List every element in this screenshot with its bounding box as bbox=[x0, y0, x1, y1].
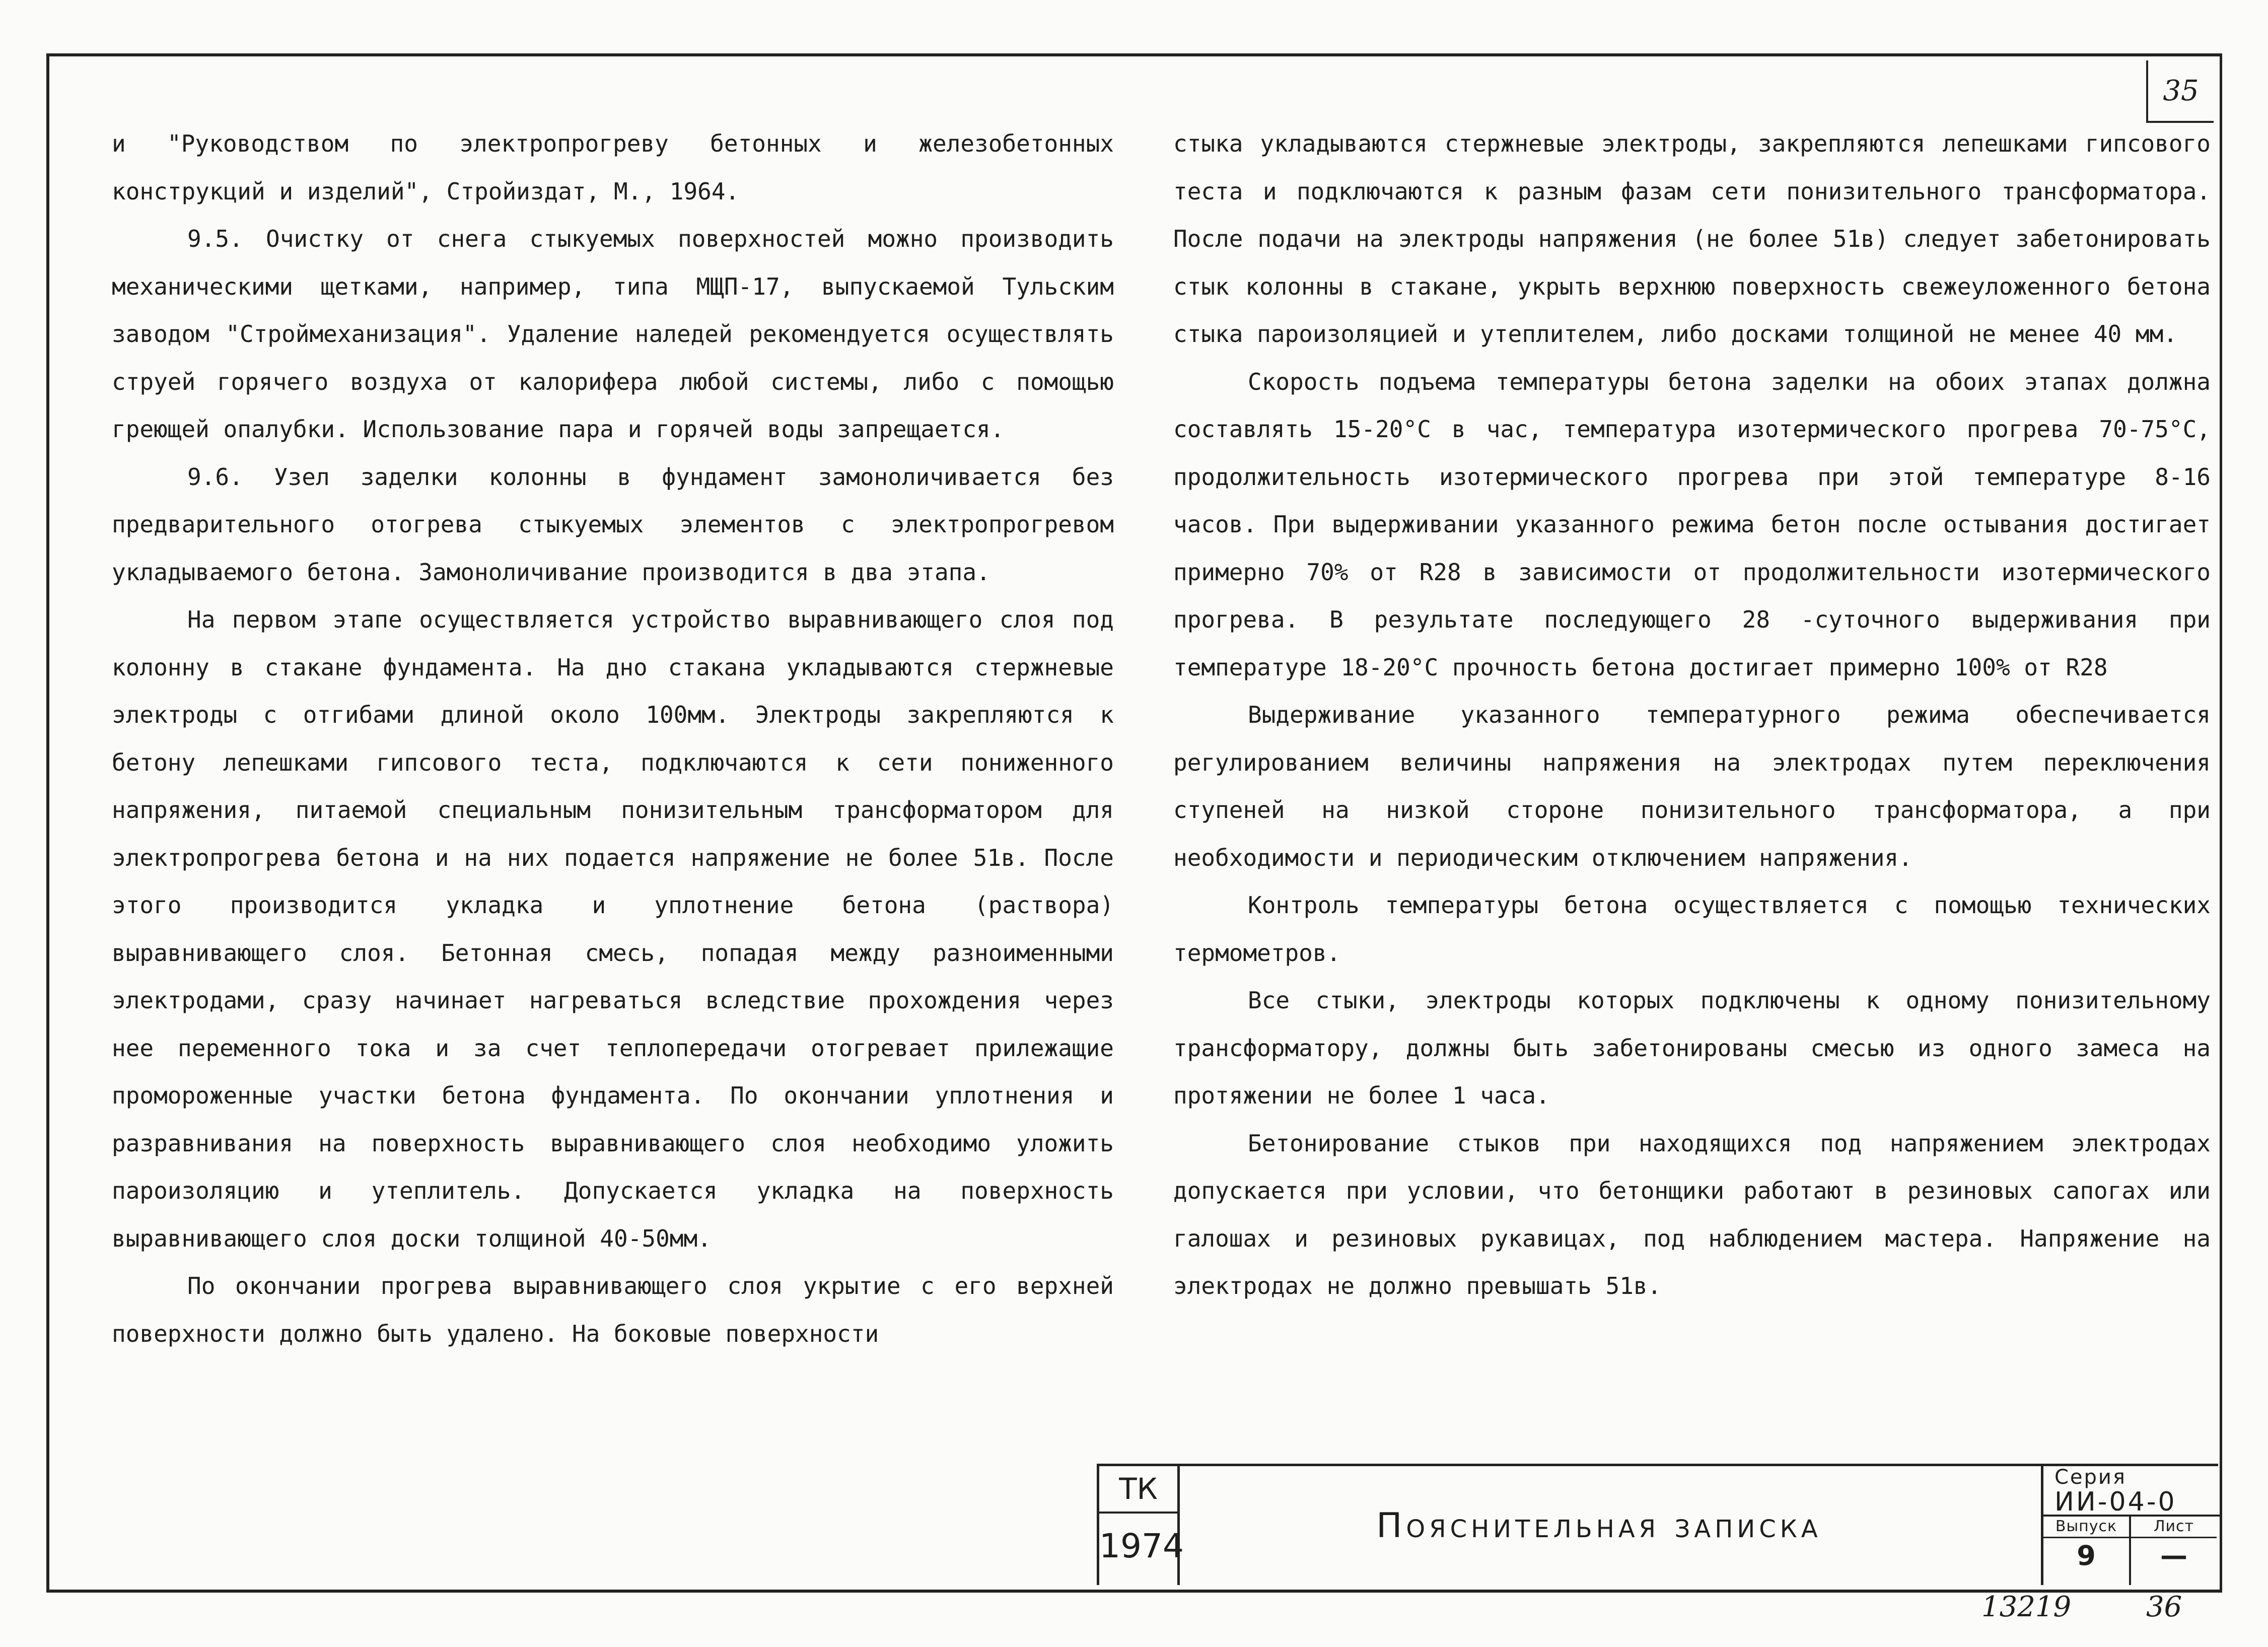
paragraph-safety: Бетонирование стыков при находящихся под напряжением электродах допускается при условии, что бетонщики работают в резиновых сапогах или галошах и резиновых рукавицах, под наблюдением мастера. Напряжение на электродах не должно превышать 51в. bbox=[1173, 1129, 2211, 1299]
paragraph-left-1: и "Руководством по электропрогреву бетонных и железобетонных конструкций и изделий", Стройиздат, М., 1964. bbox=[112, 130, 1114, 205]
document-title: Пояснительная записка bbox=[1376, 1505, 1822, 1546]
left-column bbox=[112, 120, 1114, 1357]
paragraph-thermometers: Контроль температуры бетона осуществляется с помощью технических термометров. bbox=[1173, 891, 2211, 967]
series-value: ИИ-04-0 bbox=[2054, 1487, 2177, 1517]
series-label: Серия bbox=[2054, 1466, 2127, 1489]
paragraph-9-5: 9.5. Очистку от снега стыкуемых поверхностей можно производить механическими щетками, например, типа МЩП-17, выпускаемой Тульским заводом "Строймеханизация". Удаление наледей рекомендуется осуществлять струей горячего воздуха от калорифера любой системы, либо с помощью греющей опалубки. Использование пара и горячей воды запрещается. bbox=[112, 225, 1114, 443]
paragraph-after-heating: По окончании прогрева выравнивающего слоя укрытие с его верхней поверхности должно быть удалено. На боковые поверхности bbox=[112, 1272, 1114, 1347]
archive-stamp-number: 13219 bbox=[1981, 1591, 2072, 1623]
issue-cell bbox=[2043, 1517, 2131, 1585]
paragraph-right-1: стыка укладываются стержневые электроды, закрепляются лепешками гипсового теста и подключаются к разным фазам сети понизительного трансформатора. После подачи на электроды напряжения (не более 51в) следует забетонировать стык колонны в стакане, укрыть верхнюю поверхность свежеуложенного бетона стыка пароизоляцией и утеплителем, либо досками толщиной не менее 40 мм. bbox=[1173, 130, 2211, 348]
issue-value: 9 bbox=[2077, 1540, 2096, 1571]
archive-sheet-number: 36 bbox=[2146, 1591, 2182, 1623]
series-block bbox=[2041, 1466, 2221, 1585]
paragraph-temperature-rate: Скорость подъема температуры бетона заделки на обоих этапах должна составлять 15-20°С в час, температура изотермического прогрева 70-75°С, продолжительность изотермического прогрева при этой температуре 8-16 часов. При выдерживании указанного режима бетон после остывания достигает примерно 70% от R28 в зависимости от продолжительности изотермического прогрева. В результате последующего 28 -суточного выдерживания при температуре 18-20°С прочность бетона достигает примерно 100% от R28 bbox=[1173, 368, 2211, 681]
tk-code: ТК bbox=[1099, 1466, 1177, 1514]
sheet-value: — bbox=[2160, 1540, 2187, 1571]
sheet-label: Лист bbox=[2131, 1517, 2217, 1538]
issue-label: Выпуск bbox=[2043, 1517, 2129, 1538]
paragraph-first-stage: На первом этапе осуществляется устройство выравнивающего слоя под колонну в стакане фундамента. На дно стакана укладываются стержневые электроды с отгибами длиной около 100мм. Электроды закрепляются к бетону лепешками гипсового теста, подключаются к сети пониженного напряжения, питаемой специальным понизительным трансформатором для электропрогрева бетона и на них подается напряжение не более 51в. После этого производится укладка и уплотнение бетона (раствора) выравнивающего слоя. Бетонная смесь, попадая между разноименными электродами, сразу начинает нагреваться вследствие прохождения через нее переменного тока и за счет теплопередачи отогревает прилежащие промороженные участки бетона фундамента. По окончании уплотнения и разравнивания на поверхность выравнивающего слоя необходимо уложить пароизоляцию и утеплитель. Допускается укладка на поверхность выравнивающего слоя доски толщиной 40-50мм. bbox=[112, 606, 1114, 1252]
series-cell bbox=[2043, 1466, 2221, 1517]
paragraph-joints-batch: Все стыки, электроды которых подключены к одному понизительному трансформатору, должны быть забетонированы смесью из одного замеса на протяжении не более 1 часа. bbox=[1173, 987, 2211, 1109]
tk-year: 1974 bbox=[1099, 1527, 1184, 1565]
sheet-cell bbox=[2131, 1517, 2217, 1585]
right-column bbox=[1173, 120, 2211, 1310]
page-number: 35 bbox=[2146, 60, 2214, 123]
title-block bbox=[1097, 1464, 2218, 1585]
paragraph-9-6: 9.6. Узел заделки колонны в фундамент замоноличивается без предварительного отогрева стыкуемых элементов с электропрогревом укладываемого бетона. Замоноличивание производится в два этапа. bbox=[112, 463, 1114, 586]
tk-cell bbox=[1099, 1466, 1184, 1585]
paragraph-regime-control: Выдерживание указанного температурного режима обеспечивается регулированием величины напряжения на электродах путем переключения ступеней на низкой стороне понизительного трансформатора, а при необходимости и периодическим отключением напряжения. bbox=[1173, 701, 2211, 871]
